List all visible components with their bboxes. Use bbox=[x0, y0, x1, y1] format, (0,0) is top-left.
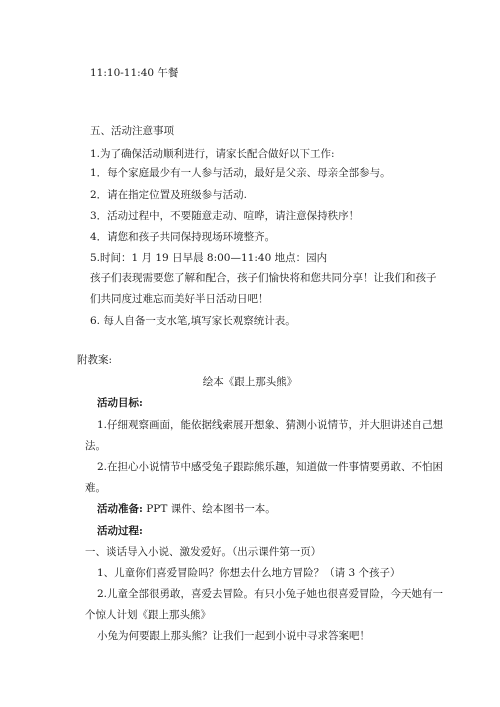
notes-item-3: 3．活动过程中，不要随意走动、喧哗，请注意保持秩序！ bbox=[90, 210, 360, 222]
notes-time-place: 5.时间：1 月 19 日早晨 8:00—11:40 地点：园内 bbox=[90, 252, 328, 264]
notes-message-line-1: 孩子们表现需要您了解和配合，孩子们愉快将和您共同分享！让我们和孩子 bbox=[90, 272, 437, 284]
notes-intro: 1.为了确保活动顺利进行，请家长配合做好以下工作: bbox=[90, 148, 335, 160]
schedule-lunch: 11:10-11:40 午餐 bbox=[90, 67, 179, 79]
preparation-label: 活动准备: bbox=[97, 503, 143, 515]
question-2-line-1: 2.儿童全部很勇敢，喜爱去冒险。有只小兔子她也很喜爱冒险，今天她有一 bbox=[97, 588, 444, 600]
goal-1-line-1: 1.仔细观察画面，能依据线索展开想象、猜测小说情节，并大胆讲述自己想 bbox=[97, 419, 444, 431]
notes-message-line-2: 们共同度过难忘而美好半日活动日吧！ bbox=[90, 293, 269, 305]
goal-2-line-1: 2.在担心小说情节中感受兔子跟踪熊乐趣，知道做一件事情要勇敢、不怕困 bbox=[97, 461, 444, 473]
preparation-line bbox=[97, 502, 276, 516]
goals-label: 活动目标: bbox=[97, 397, 143, 409]
goal-2-line-2: 难。 bbox=[85, 482, 106, 494]
goal-1-line-2: 法。 bbox=[85, 440, 106, 452]
notes-heading: 五、活动注意事项 bbox=[90, 125, 174, 137]
lesson-title: 绘本《跟上那头熊》 bbox=[202, 376, 298, 388]
notes-item-2: 2．请在指定位置及班级参与活动. bbox=[90, 189, 248, 201]
process-step-1: 一、谈话导入小说、激发爱好。（出示课件第一页） bbox=[85, 546, 322, 558]
preparation-text: PPT 课件、绘本图书一本。 bbox=[142, 503, 276, 515]
process-label: 活动过程: bbox=[97, 525, 143, 537]
attached-plan-label: 附教案: bbox=[77, 354, 113, 366]
notes-item-4: 4．请您和孩子共同保持现场环境整齐。 bbox=[90, 231, 276, 243]
question-1: 1、儿童你们喜爱冒险吗？你想去什么地方冒险？（请 3 个孩子） bbox=[97, 567, 401, 579]
question-2-line-2: 个惊人计划《跟上那头熊》 bbox=[85, 609, 211, 621]
question-3: 小兔为何要跟上那头熊？让我们一起到小说中寻求答案吧！ bbox=[97, 630, 370, 642]
notes-item-6: 6. 每人自备一支水笔,填写家长观察统计表。 bbox=[90, 315, 296, 327]
notes-item-1: 1．每个家庭最少有一人参与活动，最好是父亲、母亲全部参与。 bbox=[90, 167, 391, 179]
